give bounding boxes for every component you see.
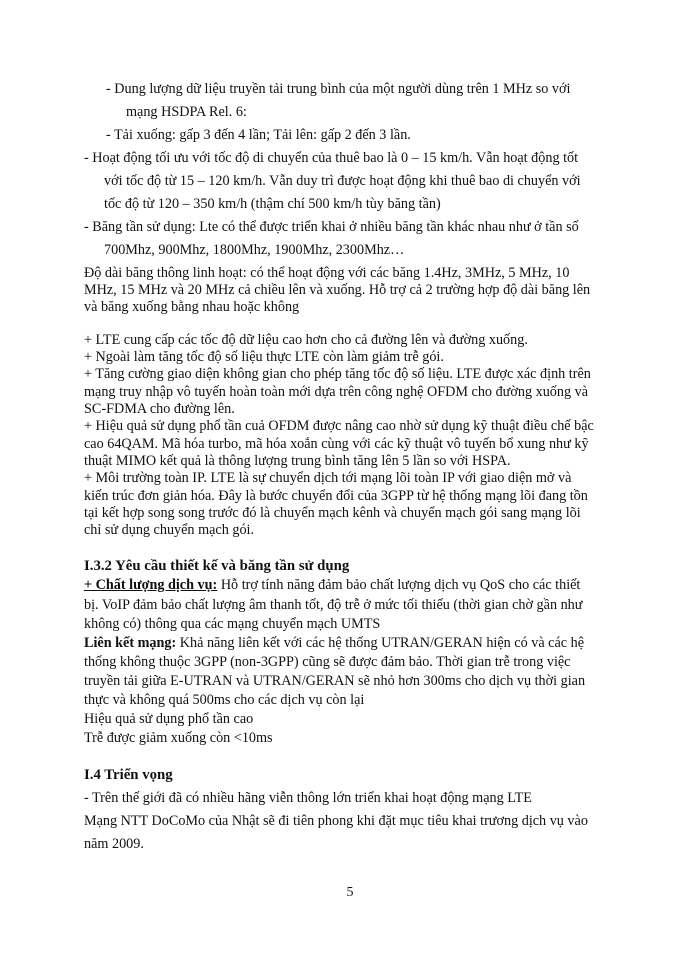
- text-line: bị. VoIP đảm bảo chất lượng âm thanh tốt, độ trễ ở mức tối thiểu (thời gian chờ gần như: [84, 597, 583, 613]
- text-line: [84, 575, 580, 595]
- text-line: + Môi trường toàn IP. LTE là sự chuyển dịch tới mạng lõi toàn IP với giao diện mở và: [84, 470, 572, 486]
- text-line: Trễ được giảm xuống còn <10ms: [84, 730, 273, 746]
- bullet-line: - Hoạt động tối ưu với tốc độ di chuyển của thuê bao là 0 – 15 km/h. Vẫn hoạt động tốt: [84, 150, 579, 166]
- text-line: + LTE cung cấp các tốc độ dữ liệu cao hơn cho cả đường lên và đường xuống.: [84, 332, 528, 348]
- text-line: Mạng NTT DoCoMo của Nhật sẽ đi tiên phong khi đặt mục tiêu khai trương dịch vụ vào: [84, 813, 588, 829]
- text-line: năm 2009.: [84, 836, 144, 852]
- text-line: thực và không quá 500ms cho các dịch vụ còn lại: [84, 692, 365, 708]
- text-line: + Tăng cường giao diện không gian cho phép tăng tốc độ số liệu. LTE được xác định trên: [84, 366, 591, 382]
- text-line: tại kết hợp song song trước đó là chuyển mạch kênh và chuyển mạch gói sang mạng lõi: [84, 505, 581, 521]
- text-line: SC-FDMA cho đường lên.: [84, 401, 235, 417]
- section-heading: I.4 Triển vọng: [84, 767, 173, 783]
- bold-label: + Chất lượng dịch vụ:: [84, 577, 218, 593]
- text-span: Hỗ trợ tính năng đảm bảo chất lượng dịch vụ QoS cho các thiết: [217, 577, 581, 593]
- bullet-line: - Dung lượng dữ liệu truyền tải trung bình của một người dùng trên 1 MHz so với: [106, 81, 571, 97]
- text-line: [84, 633, 584, 653]
- section-heading: I.3.2 Yêu cầu thiết kế và băng tần sử dụng: [84, 558, 350, 574]
- bold-label: Liên kết mạng:: [84, 635, 177, 651]
- text-line: chỉ sử dụng chuyển mạch gói.: [84, 522, 255, 538]
- text-line: + Hiệu quả sử dụng phổ tần cuả OFDM được nâng cao nhờ sử dụng kỹ thuật điều chế bậc: [84, 418, 594, 434]
- page-number: 5: [346, 885, 354, 900]
- text-line: Độ dài băng thông linh hoạt: có thể hoạt động với các băng 1.4Hz, 3MHz, 5 MHz, 10: [84, 265, 570, 281]
- text-line: MHz, 15 MHz và 20 MHz cả chiều lên và xuống. Hỗ trợ cả 2 trường hợp độ dài băng lên: [84, 282, 591, 298]
- text-line: 700Mhz, 900Mhz, 1800Mhz, 1900Mhz, 2300Mhz…: [104, 242, 405, 258]
- text-line: và băng xuống bằng nhau hoặc không: [84, 299, 300, 315]
- text-line: cao 64QAM. Mã hóa turbo, mã hóa xoắn cùng với các kỹ thuật vô tuyến bổ xung như kỹ: [84, 436, 589, 452]
- text-line: mạng truy nhập vô tuyến hoàn toàn mới dựa trên công nghệ OFDM cho đường xuống và: [84, 384, 589, 400]
- text-line: thống không thuộc 3GPP (non-3GPP) cũng sẽ được đảm bảo. Thời gian trễ trong việc: [84, 654, 571, 670]
- text-line: truyền tải giữa E-UTRAN và UTRAN/GERAN sẽ nhỏ hơn 300ms cho dịch vụ thời gian: [84, 673, 586, 689]
- text-line: + Ngoài làm tăng tốc độ số liệu thực LTE còn làm giảm trễ gói.: [84, 349, 444, 365]
- text-span: Khả năng liên kết với các hệ thống UTRAN/GERAN hiện có và các hệ: [176, 635, 584, 651]
- bullet-line: - Trên thế giới đã có nhiều hãng viễn thông lớn triển khai hoạt động mạng LTE: [84, 790, 532, 806]
- text-line: mạng HSDPA Rel. 6:: [126, 104, 247, 120]
- text-line: kiến trúc đơn giản hóa. Đây là bước chuyển đổi của 3GPP từ hệ thống mạng lõi đang tồn: [84, 488, 588, 504]
- text-line: tốc độ từ 120 – 350 km/h (thậm chí 500 km/h tùy băng tần): [104, 196, 441, 212]
- text-line: thuật MIMO kết quả là thông lượng trung bình tăng lên 5 lần so với HSPA.: [84, 453, 511, 469]
- text-line: Hiệu quả sử dụng phổ tần cao: [84, 711, 254, 727]
- bullet-line: - Băng tần sử dụng: Lte có thể được triển khai ở nhiều băng tần khác nhau như ở tần số: [84, 219, 579, 235]
- text-line: với tốc độ từ 15 – 120 km/h. Vẫn duy trì được hoạt động khi thuê bao di chuyển với: [104, 173, 581, 189]
- text-line: không có) thông qua các mạng chuyển mạch UMTS: [84, 616, 381, 632]
- sub-bullet-line: - Tải xuống: gấp 3 đến 4 lần; Tải lên: gấp 2 đến 3 lần.: [106, 127, 411, 143]
